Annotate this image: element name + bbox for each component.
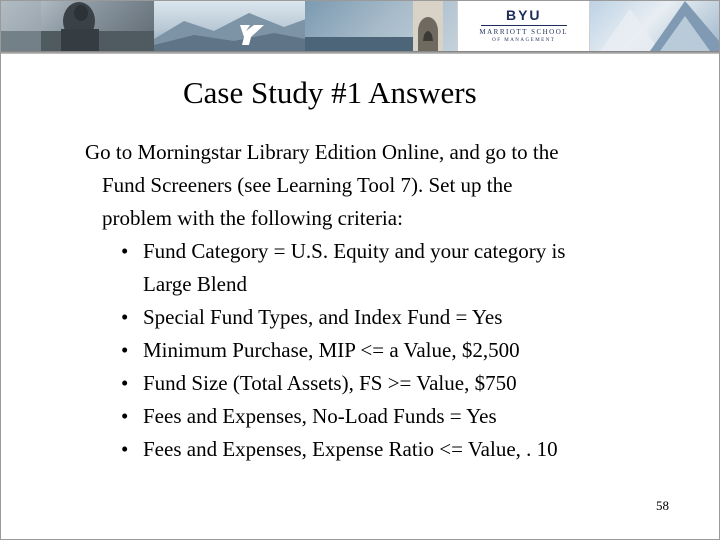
byu-logo-line2: OF MANAGEMENT [492,38,556,43]
bullet-icon: • [121,437,129,461]
byu-logo-rule [481,25,567,26]
byu-logo-line1: MARRIOTT SCHOOL [479,28,569,36]
criteria-list [85,235,685,466]
criteria-text: Fund Category = U.S. Equity and your category is [143,239,566,263]
criteria-text: Fees and Expenses, Expense Ratio <= Value, . 10 [143,437,558,461]
criteria-text: Minimum Purchase, MIP <= a Value, $2,500 [143,338,520,362]
page-number: 58 [656,498,669,513]
criteria-text: Fees and Expenses, No-Load Funds = Yes [143,404,497,428]
criteria-item [85,334,685,367]
bell-tower-photo [305,1,457,51]
campus-y-photo [154,1,306,51]
intro-paragraph [85,136,685,235]
byu-logo-word: BYU [505,7,542,23]
header-banner [1,1,719,51]
intro-line: Fund Screeners (see Learning Tool 7). Set up the [102,173,513,197]
criteria-text: Fund Size (Total Assets), FS >= Value, $750 [143,371,517,395]
statue-photo [1,1,154,51]
criteria-item [85,400,685,433]
intro-line: problem with the following criteria: [102,206,403,230]
slide-body [85,136,685,466]
building-image-icon [590,1,719,51]
header-divider [1,51,719,54]
criteria-item [85,367,685,400]
criteria-text: Special Fund Types, and Index Fund = Yes [143,305,503,329]
intro-line: Go to Morningstar Library Edition Online, and go to the [85,140,559,164]
slide-title: Case Study #1 Answers [183,75,477,110]
criteria-text-continued: Large Blend [143,272,247,296]
bullet-icon: • [121,338,129,362]
mountain-y-icon [154,1,306,51]
byu-logo [457,1,591,51]
bullet-icon: • [121,371,129,395]
bell-tower-icon [305,1,457,51]
bullet-icon: • [121,239,129,263]
bullet-icon: • [121,404,129,428]
campus-building-photo [590,1,719,51]
statue-image-icon [1,1,154,51]
criteria-item [85,433,685,466]
bullet-icon: • [121,305,129,329]
criteria-item [85,301,685,334]
criteria-item [85,235,685,301]
